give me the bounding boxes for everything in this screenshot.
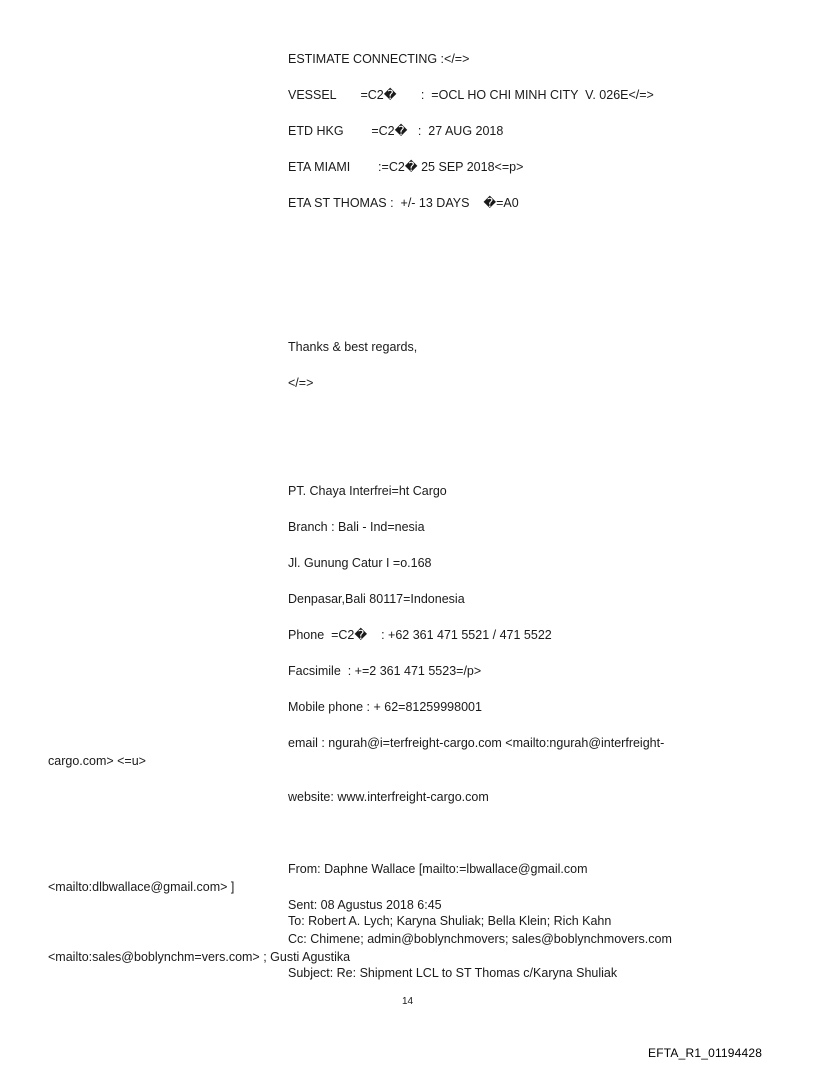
- footer-document-id: EFTA_R1_01194428: [648, 1046, 763, 1060]
- signature-mobile: Mobile phone : + 62=81259998001: [288, 700, 482, 714]
- signature-facsimile: Facsimile : +=2 361 471 5523=/p>: [288, 664, 482, 678]
- closing-regards: Thanks & best regards,: [288, 340, 418, 354]
- page-number: 14: [402, 996, 414, 1007]
- signature-email-line2: cargo.com> <=u>: [48, 754, 146, 768]
- closing-tag: </=>: [288, 376, 314, 390]
- eta-st-thomas-line: ETA ST THOMAS : +/- 13 DAYS �=A0: [288, 196, 519, 210]
- estimate-connecting-line: ESTIMATE CONNECTING :</=>: [288, 52, 470, 66]
- signature-branch: Branch : Bali - Ind=nesia: [288, 520, 425, 534]
- header-from-line2: <mailto:dlbwallace@gmail.com> ]: [48, 880, 235, 894]
- header-to: To: Robert A. Lych; Karyna Shuliak; Bella Klein; Rich Kahn: [288, 914, 612, 928]
- header-sent: Sent: 08 Agustus 2018 6:45: [288, 898, 442, 912]
- vessel-line: VESSEL =C2� : =OCL HO CHI MINH CITY V. 026E</=>: [288, 88, 654, 102]
- header-subject: Subject: Re: Shipment LCL to ST Thomas c/Karyna Shuliak: [288, 966, 618, 980]
- eta-miami-line: ETA MIAMI :=C2� 25 SEP 2018<=p>: [288, 160, 524, 174]
- signature-company: PT. Chaya Interfrei=ht Cargo: [288, 484, 447, 498]
- header-from-line1: From: Daphne Wallace [mailto:=lbwallace@gmail.com: [288, 862, 588, 876]
- signature-city: Denpasar,Bali 80117=Indonesia: [288, 592, 465, 606]
- signature-street: Jl. Gunung Catur I =o.168: [288, 556, 432, 570]
- header-cc-line1: Cc: Chimene; admin@boblynchmovers; sales@boblynchmovers.com: [288, 932, 672, 946]
- etd-line: ETD HKG =C2� : 27 AUG 2018: [288, 124, 504, 138]
- signature-phone: Phone =C2� : +62 361 471 5521 / 471 5522: [288, 628, 552, 642]
- signature-website: website: www.interfreight-cargo.com: [288, 790, 489, 804]
- signature-email-line1: email : ngurah@i=terfreight-cargo.com <mailto:ngurah@interfreight-: [288, 736, 665, 750]
- header-cc-line2: <mailto:sales@boblynchm=vers.com> ; Gusti Agustika: [48, 950, 351, 964]
